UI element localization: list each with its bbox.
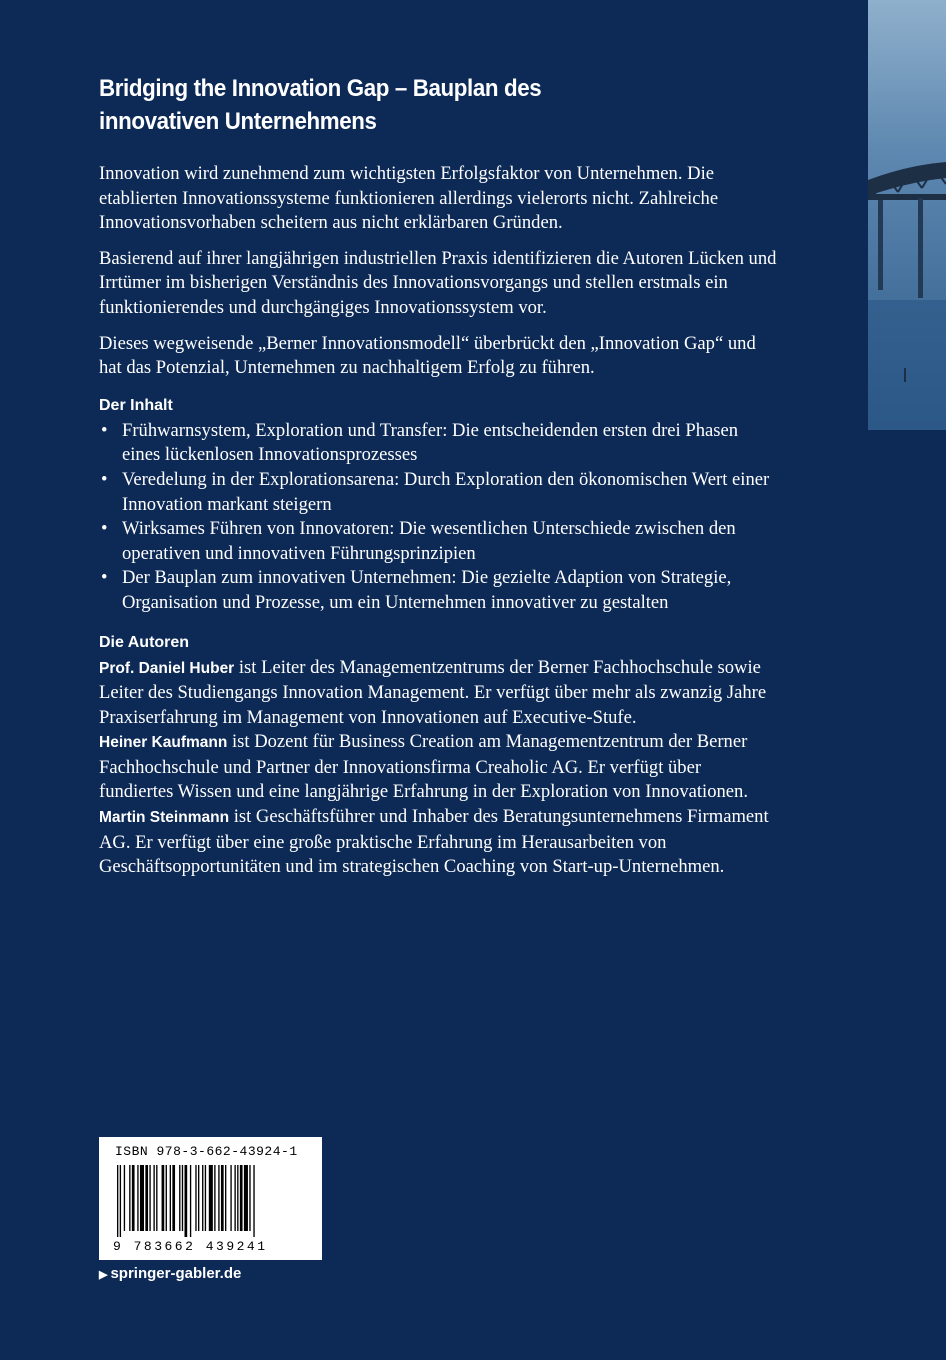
- barcode-bar: [120, 1165, 121, 1237]
- barcode-bar: [253, 1165, 254, 1237]
- bullet-icon: •: [101, 468, 108, 490]
- barcode-bar: [166, 1165, 167, 1231]
- back-cover-text: [99, 72, 779, 880]
- barcode-bar: [170, 1165, 171, 1231]
- barcode-bar: [137, 1165, 138, 1231]
- barcode-bar: [132, 1165, 135, 1231]
- barcode-bar: [162, 1165, 165, 1231]
- barcode-bar: [198, 1165, 199, 1231]
- list-item: • Der Bauplan zum innovativen Unternehmen: Die gezielte Adaption von Strategie, Organisation und Prozesse, um ein Unternehmen innovativer zu gestalten: [101, 567, 732, 613]
- barcode-bar: [179, 1165, 180, 1231]
- isbn-barcode: [99, 1137, 322, 1260]
- barcode-bar: [225, 1165, 226, 1231]
- barcode-bar: [205, 1165, 206, 1231]
- list-item: • Veredelung in der Explorationsarena: Durch Exploration den ökonomischen Wert einer Innovation markant steigern: [101, 468, 770, 515]
- barcode-bar: [214, 1165, 215, 1231]
- barcode-bar: [156, 1165, 157, 1231]
- contents-list: [99, 419, 779, 616]
- barcode-bar: [209, 1165, 213, 1231]
- bullet-icon: •: [101, 567, 108, 589]
- list-item: • Wirksames Führen von Innovatoren: Die wesentlichen Unterschiede zwischen den operativen und innovativen Führungsprinzipien: [101, 518, 736, 564]
- author-entry: Heiner Kaufmann ist Dozent für Business Creation am Managementzentrum der Berner Fachhochschule und Partner der Innovationsfirma Creaholic AG. Er verfügt über fundiertes Wissen und eine langjährige Erfahrung in der Exploration von Innovationen.: [99, 731, 748, 803]
- cover-photo-bridge: [868, 0, 946, 430]
- arrow-right-icon: ▶: [99, 1269, 108, 1281]
- author-name: Martin Steinmann: [99, 809, 230, 827]
- barcode-bar: [202, 1165, 203, 1231]
- barcode-bar: [140, 1165, 144, 1231]
- bullet-icon: •: [101, 518, 108, 540]
- bullet-icon: •: [101, 419, 108, 441]
- barcode-bar: [172, 1165, 175, 1231]
- author-entry: Prof. Daniel Huber ist Leiter des Managementzentrums der Berner Fachhochschule sowie Leiter des Studiengangs Innovation Management. Er verfügt über mehr als zwanzig Jahre Praxiserfahrung im Management von Innovationen auf Executive-Stufe.: [99, 656, 767, 728]
- barcode-bar: [182, 1165, 183, 1231]
- intro-paragraph-3: Dieses wegweisende „Berner Innovationsmodell“ überbrückt den „Innovation Gap“ und hat das Potenzial, Unternehmen zu nachhaltigem Erfolg zu führen.: [99, 332, 756, 379]
- barcode-bar: [195, 1165, 196, 1231]
- barcode-bar: [149, 1165, 150, 1231]
- barcode-bar: [190, 1165, 191, 1237]
- barcode-bar: [234, 1165, 235, 1231]
- contents-heading: Der Inhalt: [99, 396, 173, 414]
- author-name: Prof. Daniel Huber: [99, 659, 235, 677]
- barcode-bar: [249, 1165, 250, 1231]
- barcode-bar: [240, 1165, 243, 1231]
- ean-number: 9 783662 439241: [113, 1239, 268, 1254]
- barcode-bar: [153, 1165, 154, 1231]
- book-title: Bridging the Innovation Gap – Bauplan des innovativen Unternehmens: [99, 75, 542, 135]
- authors-heading: Die Autoren: [99, 633, 190, 651]
- barcode-bar: [145, 1165, 148, 1231]
- isbn-number: ISBN 978-3-662-43924-1: [115, 1144, 298, 1159]
- barcode-bar: [237, 1165, 238, 1231]
- barcode-bars: [117, 1165, 307, 1237]
- barcode-bar: [124, 1165, 125, 1231]
- publisher-website[interactable]: ▶ springer-gabler.de: [99, 1265, 242, 1282]
- barcode-bar: [185, 1165, 188, 1237]
- intro-paragraph-2: Basierend auf ihrer langjährigen industriellen Praxis identifizieren die Autoren Lücken und Irrtümer im bisherigen Verständnis des Innovationsvorgangs und stellen erstmals ein funktionierendes und durchgängiges Innovationssystem vor.: [99, 247, 777, 318]
- author-name: Heiner Kaufmann: [99, 734, 228, 752]
- barcode-bar: [221, 1165, 224, 1231]
- barcode-bar: [117, 1165, 118, 1237]
- intro-paragraph-1: Innovation wird zunehmend zum wichtigsten Erfolgsfaktor von Unternehmen. Die etablierten Innovationssysteme funktionieren allerdings vielerorts nicht. Zahlreiche Innovationsvorhaben scheitern aus nicht erklärbaren Gründen.: [99, 163, 719, 234]
- list-item: • Frühwarnsystem, Exploration und Transfer: Die entscheidenden ersten drei Phasen eines lückenlosen Innovationsprozesses: [101, 419, 739, 466]
- barcode-bar: [218, 1165, 219, 1231]
- barcode-bar: [244, 1165, 248, 1231]
- barcode-bar: [230, 1165, 231, 1231]
- author-entry: Martin Steinmann ist Geschäftsführer und Inhaber des Beratungsunternehmens Firmament AG. Er verfügt über eine große praktische Erfahrung im Herausarbeiten von Geschäftsopportunitäten und im strategischen Coaching von Start-up-Unternehmen.: [99, 806, 769, 878]
- barcode-bar: [129, 1165, 130, 1231]
